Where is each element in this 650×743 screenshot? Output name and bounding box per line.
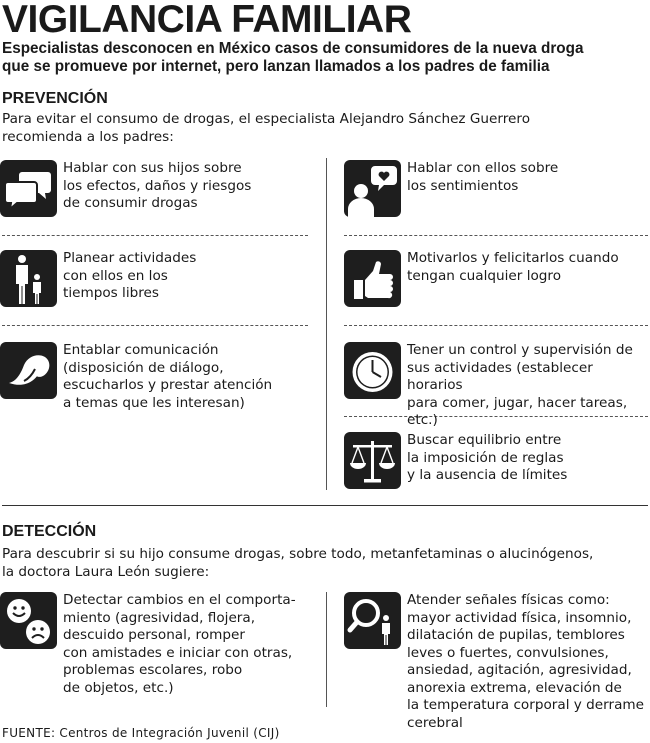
thumbs-up-icon: [344, 250, 401, 307]
prevencion-intro: Para evitar el consumo de drogas, el especialista Alejandro Sánchez Guerrero recomienda a los padres:: [2, 111, 531, 145]
scale-icon: [344, 432, 401, 489]
prevencion-item-text: Planear actividades con ellos en los tiempos libres: [63, 250, 197, 301]
item-separator: [2, 325, 308, 326]
speech-bubbles-icon: [0, 160, 57, 217]
infographic-subtitle: Especialistas desconocen en México casos de consumidores de la nueva droga que se promueve por internet, pero lanzan llamados a los padres de familia: [2, 40, 584, 75]
prevencion-item-text: Motivarlos y felicitarlos cuando tengan cualquier logro: [407, 250, 619, 284]
item-separator: [344, 325, 648, 326]
source-credit: FUENTE: Centros de Integración Juvenil (CIJ): [2, 726, 280, 740]
prevencion-item-text: Buscar equilibrio entre la imposición de reglas y la ausencia de límites: [407, 432, 568, 483]
deteccion-item-text: Atender señales físicas como: mayor actividad física, insomnio, dilatación de pupilas, temblores leves o fuertes, convulsiones, ansiedad, agitación, agresividad, anorexia extrema, elevación de la temperatura corporal y derrame cerebral: [407, 592, 645, 731]
parent-child-icon: [0, 250, 57, 307]
ear-icon: [0, 342, 57, 399]
infographic-title: VIGILANCIA FAMILIAR: [2, 0, 412, 41]
section-divider: [2, 505, 648, 506]
column-divider: [326, 592, 327, 707]
happy-sad-faces-icon: [0, 592, 57, 649]
prevencion-heading: PREVENCIÓN: [2, 90, 108, 107]
magnifier-person-icon: [344, 592, 401, 649]
prevencion-item-text: Entablar comunicación (disposición de diálogo, escucharlos y prestar atención a temas que les interesan): [63, 342, 273, 411]
deteccion-item-text: Detectar cambios en el comporta- miento (agresividad, flojera, descuido personal, romper con amistades e iniciar con otras, problemas escolares, robo de objetos, etc.): [63, 592, 296, 696]
prevencion-item-text: Hablar con sus hijos sobre los efectos, daños y riesgos de consumir drogas: [63, 160, 252, 211]
deteccion-intro: Para descubrir si su hijo consume drogas, sobre todo, metanfetaminas o alucinógenos, la doctora Laura León sugiere:: [2, 546, 594, 580]
column-divider: [326, 158, 327, 490]
item-separator: [2, 235, 308, 236]
item-separator: [344, 235, 648, 236]
prevencion-item-text: Tener un control y supervisión de sus actividades (establecer horarios para comer, jugar, hacer tareas, etc.): [407, 342, 633, 428]
clock-icon: [344, 342, 401, 399]
prevencion-item-text: Hablar con ellos sobre los sentimientos: [407, 160, 559, 194]
person-heart-icon: [344, 160, 401, 217]
deteccion-heading: DETECCIÓN: [2, 523, 97, 540]
